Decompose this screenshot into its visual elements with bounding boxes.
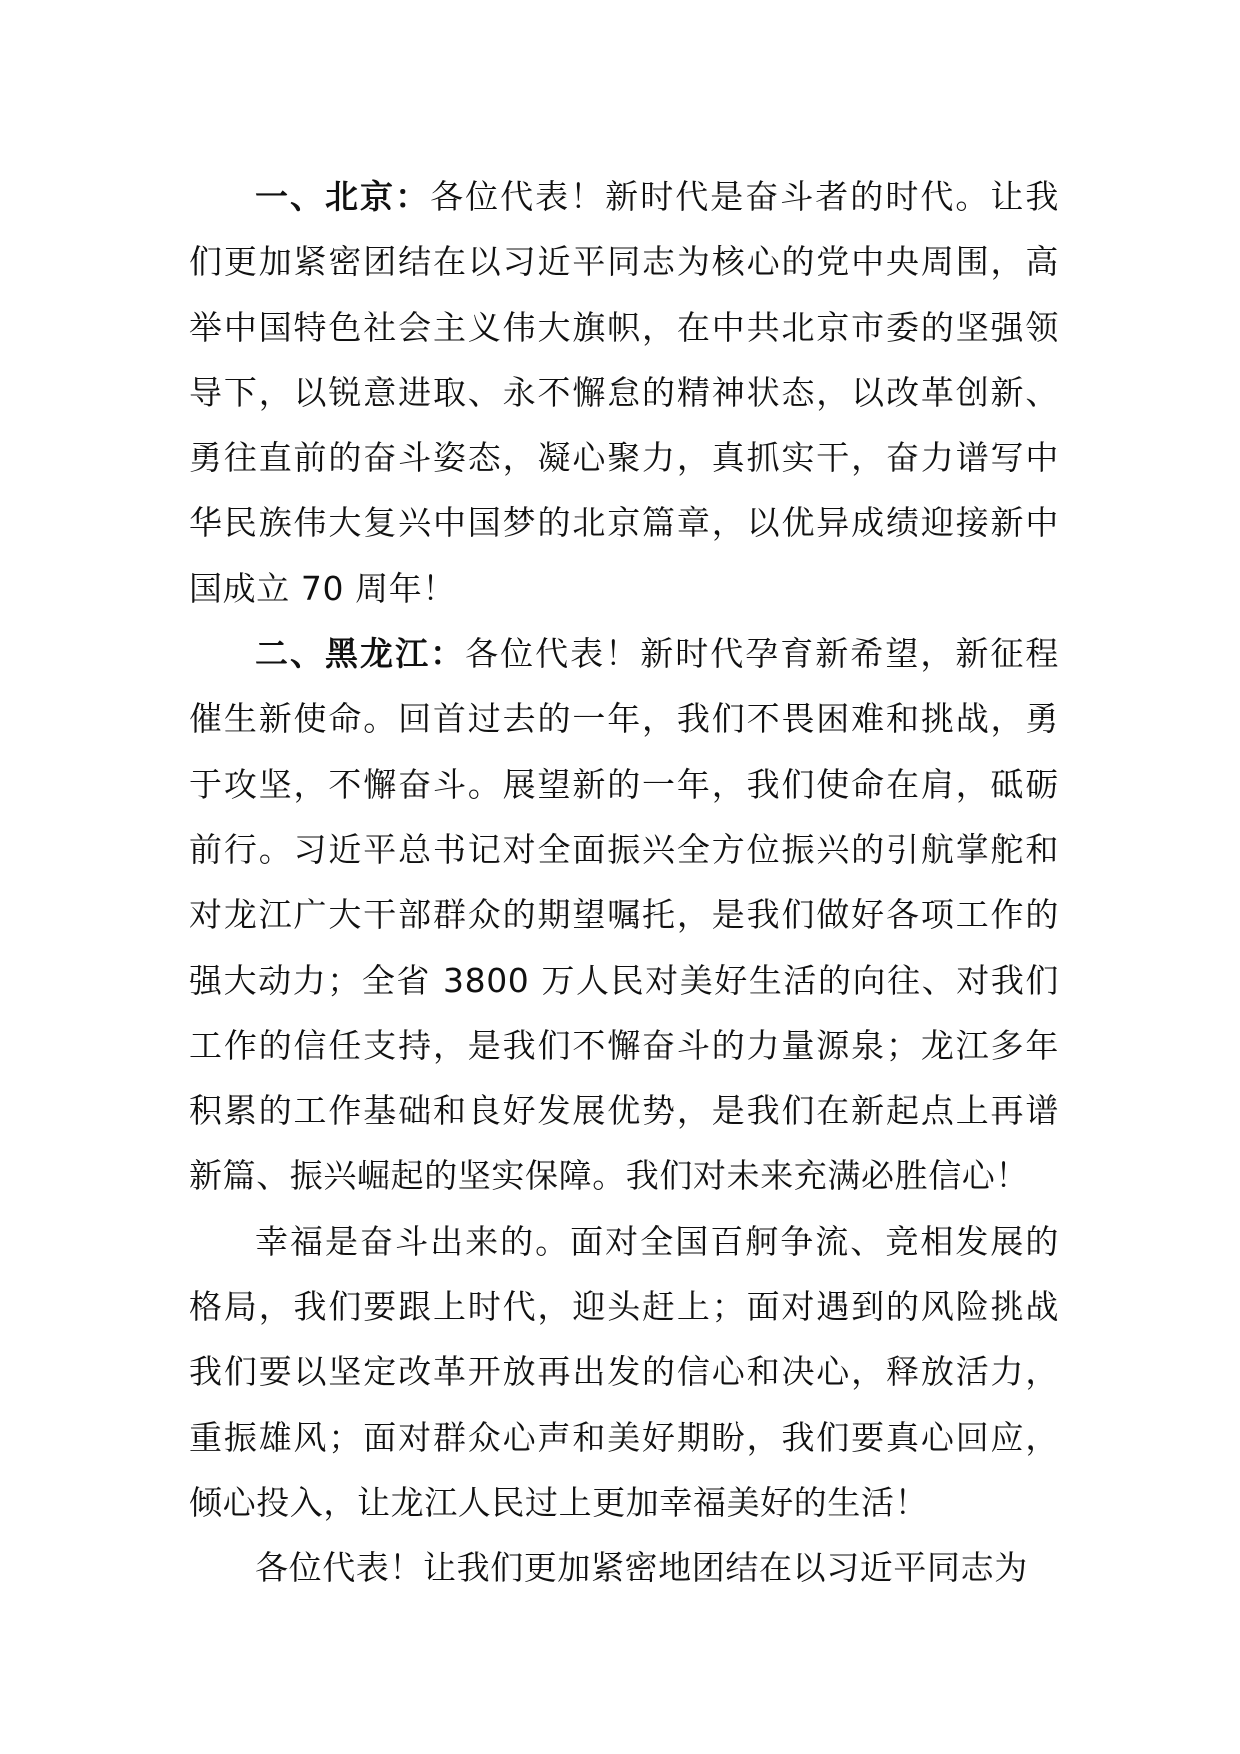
- section-beijing: [189, 164, 1059, 621]
- section-text-heilongjiang: 各位代表！新时代孕育新希望，新征程催生新使命。回首过去的一年，我们不畏困难和挑战，勇于攻坚，不懈奋斗。展望新的一年，我们使命在肩，砥砺前行。习近平总书记对全面振兴全方位振兴的引航掌舵和对龙江广大干部群众的期望嘱托，是我们做好各项工作的强大动力；全省 3800 万人民对美好生活的向往、对我们工作的信任支持，是我们不懈奋斗的力量源泉；龙江多年积累的工作基础和良好发展优势，是我们在新起点上再谱新篇、振兴崛起的坚实保障。我们对未来充满必胜信心！: [189, 634, 1059, 1196]
- body-paragraph: 幸福是奋斗出来的。面对全国百舸争流、竞相发展的格局，我们要跟上时代，迎头赶上；面对遇到的风险挑战我们要以坚定改革开放再出发的信心和决心，释放活力，重振雄风；面对群众心声和美好期盼，我们要真心回应，倾心投入，让龙江人民过上更加幸福美好的生活！: [189, 1221, 1059, 1522]
- document-body: [189, 164, 1059, 1601]
- section-heading-beijing: 一、北京：: [255, 177, 431, 216]
- section-heilongjiang: [189, 621, 1059, 1209]
- section-heading-heilongjiang: 二、黑龙江：: [255, 634, 466, 674]
- section-text-beijing: 各位代表！新时代是奋斗者的时代。让我们更加紧密团结在以习近平同志为核心的党中央周围，高举中国特色社会主义伟大旗帜，在中共北京市委的坚强领导下，以锐意进取、永不懈怠的精神状态，以改革创新、勇往直前的奋斗姿态，凝心聚力，真抓实干，奋力谱写中华民族伟大复兴中国梦的北京篇章，以优异成绩迎接新中国成立 70 周年！: [189, 177, 1059, 608]
- body-paragraph: 各位代表！让我们更加紧密地团结在以习近平同志为: [255, 1548, 1028, 1588]
